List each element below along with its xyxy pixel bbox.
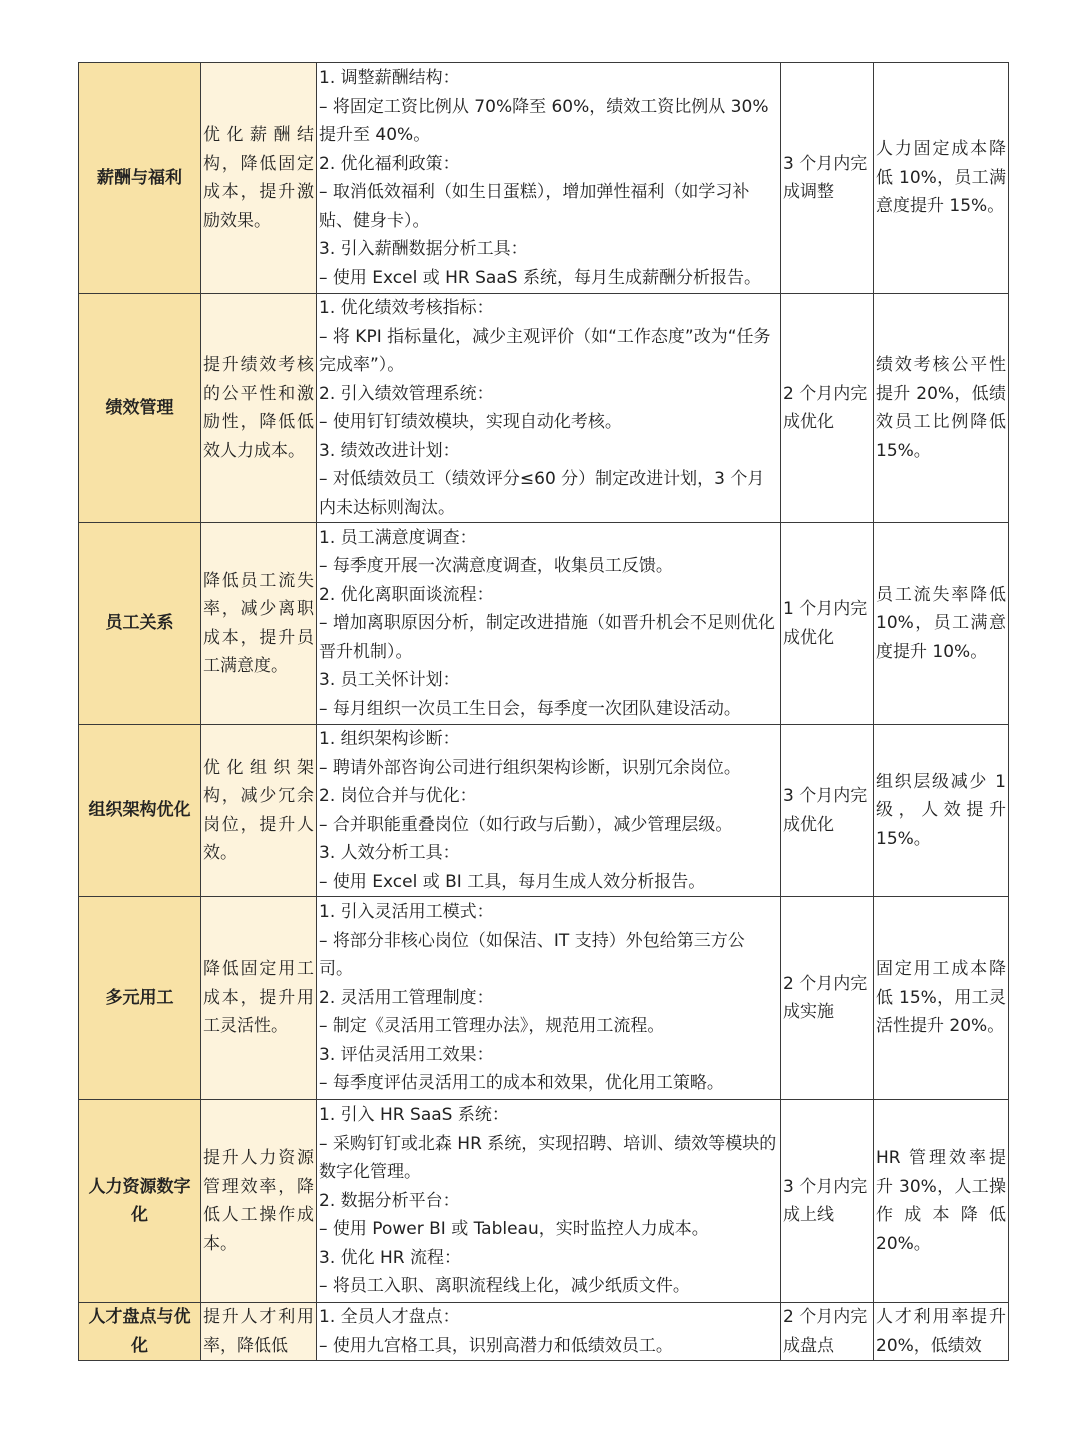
measure-line: 3. 引入薪酬数据分析工具： (319, 239, 528, 259)
measure-line: 2. 优化离职面谈流程： (319, 584, 494, 605)
measure-line: 1. 员工满意度调查： (319, 527, 477, 548)
goal-cell: 降低员工流失率，减少离职成本，提升员工满意度。 (201, 523, 317, 725)
table-row (79, 63, 1009, 294)
measures-cell (317, 294, 781, 523)
table-row (79, 523, 1009, 725)
measure-line: – 制定《灵活用工管理办法》，规范用工流程。 (319, 1016, 665, 1037)
effect-cell: 绩效考核公平性提升 20%，低绩效员工比例降低 15%。 (874, 294, 1009, 523)
measure-line: 2. 优化福利政策： (319, 153, 460, 174)
table-row (79, 1303, 1009, 1361)
category-cell: 绩效管理 (79, 294, 201, 523)
effect-cell: 固定用工成本降低 15%，用工灵活性提升 20%。 (874, 897, 1009, 1100)
table-row (79, 725, 1009, 897)
measure-line: – 每季度开展一次满意度调查，收集员工反馈。 (319, 556, 673, 577)
goal-cell: 优化薪酬结构，降低固定成本，提升激励效果。 (201, 63, 317, 294)
measure-line: 1. 全员人才盘点： (319, 1307, 460, 1327)
table-row (79, 294, 1009, 523)
measure-line: 3. 绩效改进计划： (319, 440, 460, 461)
measure-line: 3. 员工关怀计划： (319, 670, 460, 691)
measure-line: – 使用 Power BI 或 Tableau，实时监控人力成本。 (319, 1219, 709, 1240)
category-cell: 人力资源数字化 (79, 1100, 201, 1303)
measure-line: – 使用钉钉绩效模块，实现自动化考核。 (319, 412, 622, 432)
measure-line: 1. 组织架构诊断： (319, 729, 460, 749)
goal-cell: 降低固定用工成本，提升用工灵活性。 (201, 897, 317, 1100)
category-cell: 组织架构优化 (79, 725, 201, 897)
timeline-cell: 2 个月内完成优化 (781, 294, 874, 523)
category-cell: 薪酬与福利 (79, 63, 201, 294)
measures-cell (317, 725, 781, 897)
timeline-cell: 3 个月内完成优化 (781, 725, 874, 897)
measures-cell (317, 1303, 781, 1361)
measure-line: – 将固定工资比例从 70%降至 60%，绩效工资比例从 30%提升至 40%。 (319, 96, 769, 145)
table-row (79, 1100, 1009, 1303)
measure-line: 1. 引入灵活用工模式： (319, 902, 494, 923)
timeline-cell: 2 个月内完成盘点 (781, 1303, 874, 1361)
timeline-cell: 2 个月内完成实施 (781, 897, 874, 1100)
effect-cell: 人才利用率提升 20%，低绩效 (874, 1303, 1009, 1361)
measure-line: 3. 评估灵活用工效果： (319, 1044, 494, 1065)
goal-cell: 提升人才利用率，降低低 (201, 1303, 317, 1361)
measure-line: – 每季度评估灵活用工的成本和效果，优化用工策略。 (319, 1073, 724, 1094)
goal-cell: 提升绩效考核的公平性和激励性，降低低效人力成本。 (201, 294, 317, 523)
measure-line: – 聘请外部咨询公司进行组织架构诊断，识别冗余岗位。 (319, 757, 741, 778)
effect-cell: 人力固定成本降低 10%，员工满意度提升 15%。 (874, 63, 1009, 294)
measure-line: 1. 引入 HR SaaS 系统： (319, 1105, 509, 1126)
timeline-cell: 3 个月内完成调整 (781, 63, 874, 294)
measure-line: 2. 数据分析平台： (319, 1190, 460, 1211)
table-body (79, 63, 1009, 1361)
measure-line: 3. 优化 HR 流程： (319, 1247, 462, 1268)
measure-line: – 使用 Excel 或 BI 工具，每月生成人效分析报告。 (319, 871, 706, 892)
category-cell: 多元用工 (79, 897, 201, 1100)
measure-line: – 采购钉钉或北森 HR 系统，实现招聘、培训、绩效等模块的数字化管理。 (319, 1133, 777, 1183)
measure-line: – 将部分非核心岗位（如保洁、IT 支持）外包给第三方公司。 (319, 930, 745, 980)
measure-line: – 使用 Excel 或 HR SaaS 系统，每月生成薪酬分析报告。 (319, 267, 761, 288)
category-cell: 人才盘点与优化 (79, 1303, 201, 1361)
table-row (79, 897, 1009, 1100)
measure-line: – 每月组织一次员工生日会，每季度一次团队建设活动。 (319, 698, 741, 719)
measure-line: 3. 人效分析工具： (319, 843, 460, 863)
effect-cell: 员工流失率降低 10%，员工满意度提升 10%。 (874, 523, 1009, 725)
category-cell: 员工关系 (79, 523, 201, 725)
measure-line: – 合并职能重叠岗位（如行政与后勤），减少管理层级。 (319, 814, 733, 835)
measures-cell (317, 523, 781, 725)
measure-line: 2. 岗位合并与优化： (319, 786, 477, 806)
measures-cell (317, 63, 781, 294)
measure-line: – 将 KPI 指标量化，减少主观评价（如“工作态度”改为“任务完成率”）。 (319, 326, 771, 375)
effect-cell: 组织层级减少 1 级，人效提升 15%。 (874, 725, 1009, 897)
measure-line: 2. 灵活用工管理制度： (319, 987, 494, 1008)
measure-line: – 使用九宫格工具，识别高潜力和低绩效员工。 (319, 1335, 673, 1356)
timeline-cell: 3 个月内完成上线 (781, 1100, 874, 1303)
measure-line: – 取消低效福利（如生日蛋糕），增加弹性福利（如学习补贴、健身卡）。 (319, 182, 750, 231)
measure-line: 2. 引入绩效管理系统： (319, 383, 494, 404)
measure-line: – 将员工入职、离职流程线上化，减少纸质文件。 (319, 1276, 690, 1297)
timeline-cell: 1 个月内完成优化 (781, 523, 874, 725)
effect-cell: HR 管理效率提升 30%，人工操作成本降低 20%。 (874, 1100, 1009, 1303)
measure-line: – 增加离职原因分析，制定改进措施（如晋升机会不足则优化晋升机制）。 (319, 613, 775, 662)
measure-line: 1. 调整薪酬结构： (319, 68, 460, 88)
hr-cost-plan-table (78, 62, 1009, 1361)
measures-cell (317, 897, 781, 1100)
measures-cell (317, 1100, 781, 1303)
goal-cell: 优化组织架构，减少冗余岗位，提升人效。 (201, 725, 317, 897)
measure-line: – 对低绩效员工（绩效评分≤60 分）制定改进计划，3 个月内未达标则淘汰。 (319, 469, 765, 518)
measure-line: 1. 优化绩效考核指标： (319, 298, 494, 318)
goal-cell: 提升人力资源管理效率，降低人工操作成本。 (201, 1100, 317, 1303)
